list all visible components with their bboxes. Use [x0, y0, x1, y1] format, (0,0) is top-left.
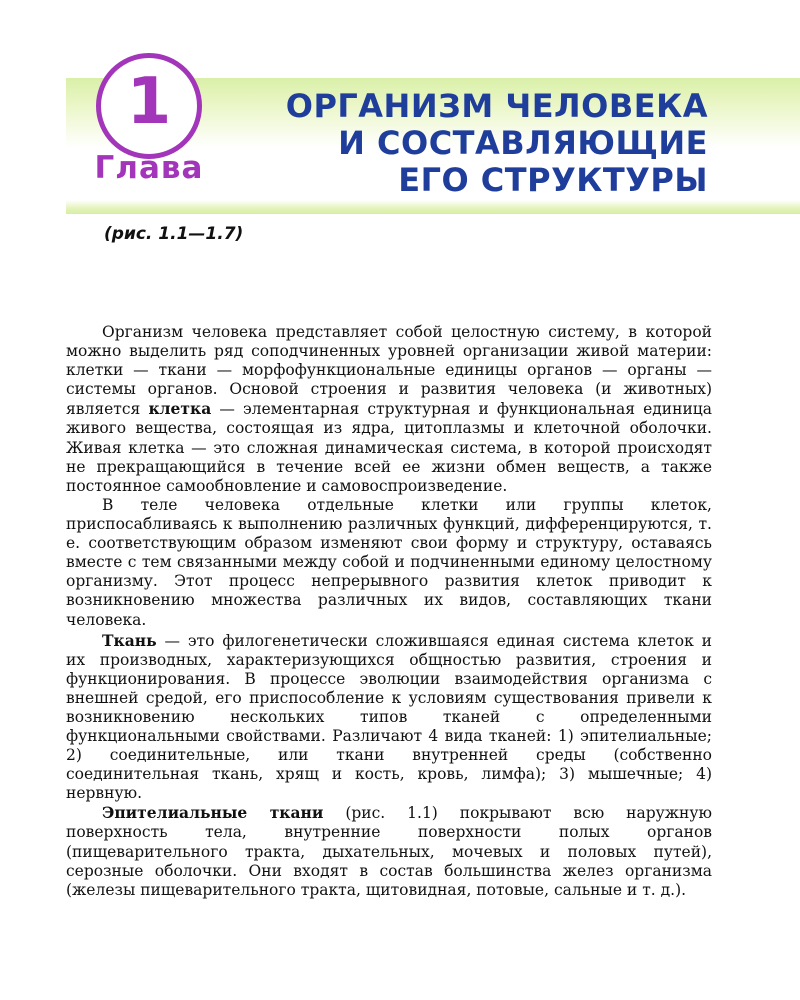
chapter-number: 1 [126, 65, 172, 139]
term-bold: Ткань [102, 630, 157, 650]
chapter-title-line-1: ОРГАНИЗМ ЧЕЛОВЕКА [285, 87, 708, 125]
chapter-title-line-2: И СОСТАВЛЯЮЩИЕ [338, 124, 708, 162]
chapter-title-line-3: ЕГО СТРУКТУРЫ [398, 161, 708, 199]
paragraph-text: — элементарная структурная и функциональная единица живого вещества, состоящая из ядра, цитоплазмы и клеточной оболочки. Живая клетка — это сложная динамическая система, в которой происходят не прекращающийся в течение всей ее жизни обмен веществ, а также постоянное самообновление и самовоспроизведение. [66, 400, 713, 495]
paragraph [66, 496, 712, 631]
paragraph-text: В теле человека отдельные клетки или группы клеток, приспосабливаясь к выполнению различных функций, дифференцируются, т. е. соответствующим образом изменяют свои форму и структуру, оставаясь вместе с тем связанными между собой и подчиненными единому целостному организму. Этот процесс непрерывного развития клеток приводит к возникновению множества различных их видов, составляющих ткани человека. [66, 495, 712, 630]
term-bold: Эпителиальные ткани [102, 803, 324, 823]
paragraph-text: Организм человека представляет собой целостную систему, в которой можно выделить ряд соподчиненных уровней организации живой материи: клетки — ткани — морфофункциональные единицы органов — органы — системы органов. Основой строения и развития человека (и животных) является [66, 323, 712, 419]
chapter-label: Глава [94, 150, 204, 186]
chapter-title [286, 88, 708, 199]
paragraph [66, 803, 712, 899]
term-bold: клетка [148, 399, 212, 419]
body-text [66, 323, 712, 900]
header-bottom-stripe [66, 200, 800, 214]
paragraph [66, 323, 712, 496]
paragraph-text: (рис. 1.1) покрывают всю наружную поверхность тела, внутренние поверхности полых органов (пищеварительного тракта, дыхательных, мочевых и половых путей), серозные оболочки. Они входят в состав большинства желез организма (железы пищеварительного тракта, щитовидная, потовые, сальные и т. д.). [66, 804, 712, 899]
paragraph-text: — это филогенетически сложившаяся единая система клеток и их производных, характеризующихся общностью развития, строения и функционирования. В процессе эволюции взаимодействия организма с внешней средой, его приспособление к условиям существования привели к возникновению нескольких типов тканей с определенными функциональными свойствами. Различают 4 вида тканей: 1) эпителиальные; 2) соединительные, или ткани внутренней среды (собственно соединительная ткань, хрящ и кость, кровь, лимфа); 3) мышечные; 4) нервную. [66, 631, 712, 803]
paragraph [66, 631, 712, 804]
figure-reference: (рис. 1.1—1.7) [104, 224, 244, 244]
